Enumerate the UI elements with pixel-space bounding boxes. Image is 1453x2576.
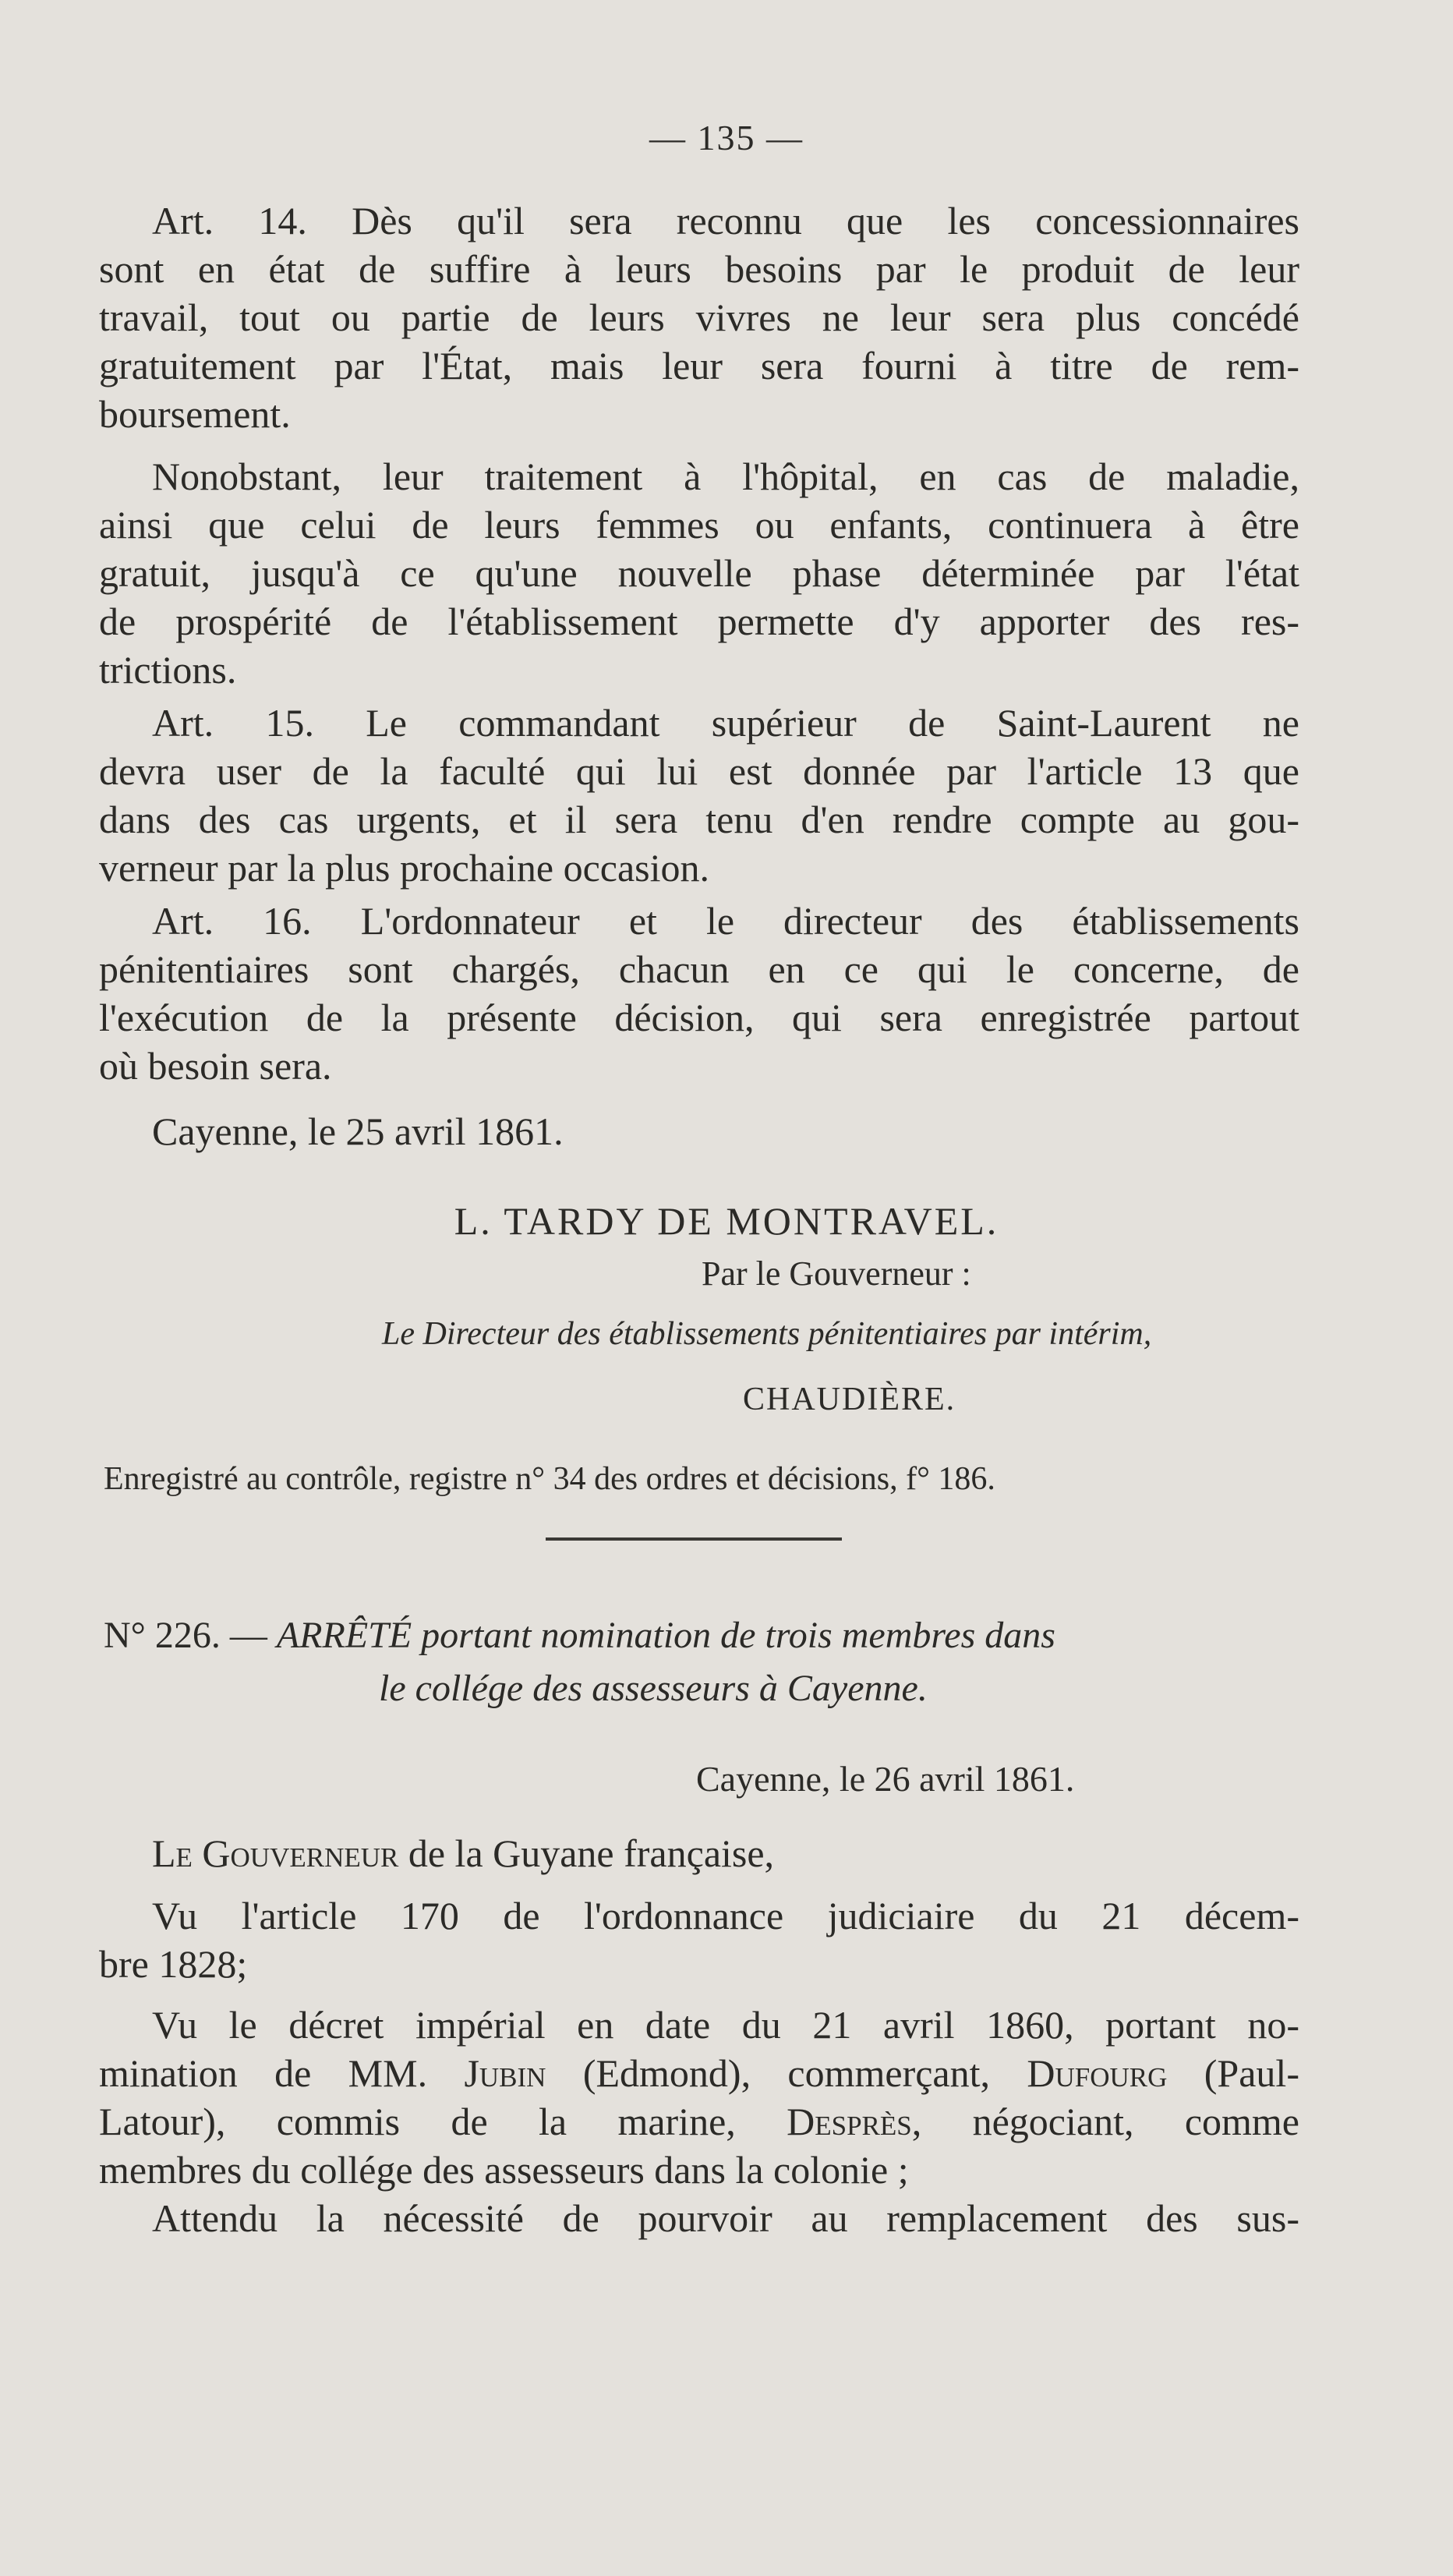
text-line: ainsi que celui de leurs femmes ou enfants, continuera à être <box>99 503 1299 547</box>
page-number: — 135 — <box>649 118 804 157</box>
director-title: Le Directeur des établissements pénitentiaires par intérim, <box>382 1316 1152 1352</box>
decree-title-line2: le collége des assesseurs à Cayenne. <box>379 1668 928 1709</box>
text-line: Attendu la nécessité de pourvoir au remplacement des sus- <box>152 2196 1299 2240</box>
decree-gouverneur <box>99 1829 1299 1877</box>
text-line: sont en état de suffire à leurs besoins par le produit de leur <box>99 247 1299 291</box>
article-15 <box>99 699 1299 892</box>
text-line: Art. 14. Dès qu'il sera reconnu que les concessionnaires <box>152 199 1299 242</box>
text-fragment: (Paul- <box>1167 2051 1299 2095</box>
signing-place-date <box>99 1107 1299 1155</box>
text-line: trictions. <box>99 648 237 692</box>
par-le-gouverneur: Par le Gouverneur : <box>702 1254 971 1293</box>
text-line: membres du collége des assesseurs dans la colonie ; <box>99 2148 909 2192</box>
text-line: où besoin sera. <box>99 1044 332 1088</box>
text-line: Cayenne, le 25 avril 1861. <box>152 1109 564 1153</box>
text-line: dans des cas urgents, et il sera tenu d'en rendre compte au gou- <box>99 798 1299 841</box>
director-name: CHAUDIÈRE. <box>743 1382 956 1417</box>
text-line: boursement. <box>99 392 291 436</box>
signer-name: L. TARDY DE MONTRAVEL. <box>454 1199 999 1243</box>
text-line: Nonobstant, leur traitement à l'hôpital, en cas de maladie, <box>152 455 1299 498</box>
text-line: devra user de la faculté qui lui est donnée par l'article 13 que <box>99 749 1299 793</box>
text-line: bre 1828; <box>99 1942 248 1986</box>
text-line: Art. 16. L'ordonnateur et le directeur des établissements <box>152 899 1299 943</box>
text-fragment: , négociant, comme <box>911 2100 1299 2143</box>
decree-vu-1 <box>99 1891 1299 1988</box>
text-line: gratuitement par l'État, mais leur sera fourni à titre de rem- <box>99 344 1299 387</box>
text-line: Vu le décret impérial en date du 21 avril 1860, portant no- <box>152 2003 1299 2047</box>
decree-heading <box>104 1614 1055 1657</box>
decree-title-line1: ARRÊTÉ portant nomination de trois membres dans <box>276 1615 1055 1656</box>
paragraph-nonobstant <box>99 452 1299 694</box>
article-14 <box>99 196 1299 438</box>
text-line <box>99 1829 1299 1877</box>
article-16 <box>99 897 1299 1090</box>
name-jubin: Jubin <box>464 2051 546 2095</box>
text-line: l'exécution de la présente décision, qui sera enregistrée partout <box>99 996 1299 1039</box>
gouverneur-rest: de la Guyane française, <box>398 1831 775 1875</box>
text-line: Art. 15. Le commandant supérieur de Saint-Laurent ne <box>152 701 1299 745</box>
text-fragment: Latour), commis de la marine, <box>99 2100 787 2143</box>
decree-attendu <box>99 2194 1299 2242</box>
text-line <box>99 2097 1299 2146</box>
gouverneur-title: Le Gouverneur <box>152 1831 399 1875</box>
text-fragment: (Edmond), commerçant, <box>546 2051 1027 2095</box>
name-dufourg: Dufourg <box>1027 2051 1168 2095</box>
text-line: gratuit, jusqu'à ce qu'une nouvelle phase déterminée par l'état <box>99 551 1299 595</box>
decree-number: N° 226. — <box>104 1615 277 1656</box>
text-line: verneur par la plus prochaine occasion. <box>99 846 710 890</box>
decree-vu-2 <box>99 2001 1299 2194</box>
text-line <box>99 2049 1299 2097</box>
text-line: travail, tout ou partie de leurs vivres ne leur sera plus concédé <box>99 295 1299 339</box>
text-line: Vu l'article 170 de l'ordonnance judiciaire du 21 décem- <box>152 1894 1299 1937</box>
text-fragment: mination de MM. <box>99 2051 465 2095</box>
name-despres: Desprès <box>787 2100 912 2143</box>
registration-note: Enregistré au contrôle, registre n° 34 des ordres et décisions, f° 186. <box>104 1461 995 1497</box>
text-line: de prospérité de l'établissement permette d'y apporter des res- <box>99 600 1299 643</box>
section-separator <box>546 1537 842 1541</box>
decree-dateline: Cayenne, le 26 avril 1861. <box>696 1759 1075 1799</box>
text-line: pénitentiaires sont chargés, chacun en ce qui le concerne, de <box>99 947 1299 991</box>
